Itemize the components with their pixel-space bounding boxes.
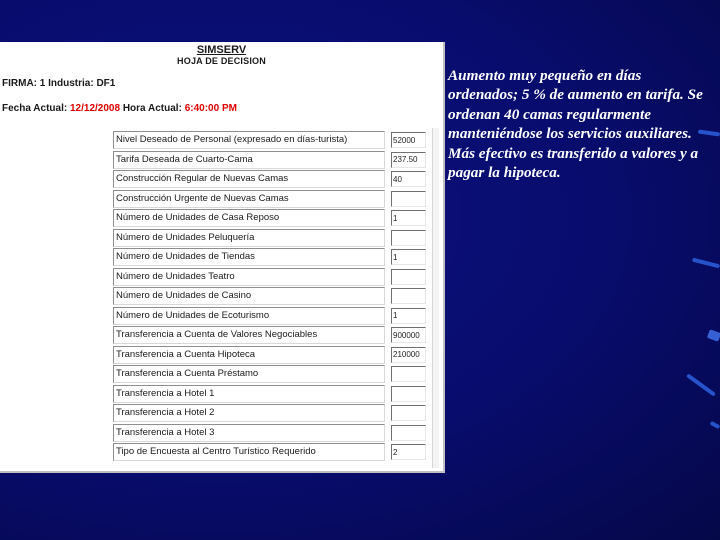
firm-industry-line: FIRMA: 1 Industria: DF1 (2, 78, 116, 89)
date-label: Fecha Actual: (2, 103, 68, 114)
decision-row (113, 326, 438, 346)
decision-row (113, 287, 438, 307)
decision-row-label: Número de Unidades Teatro (113, 268, 385, 286)
decision-row-input[interactable] (391, 152, 426, 168)
decision-row-label: Tipo de Encuesta al Centro Turístico Requerido (113, 443, 385, 461)
decision-row-label: Transferencia a Hotel 3 (113, 424, 385, 442)
date-value: 12/12/2008 (69, 103, 121, 114)
decision-row-input[interactable] (391, 171, 426, 187)
decision-row-input[interactable] (391, 366, 426, 382)
decision-row-label: Número de Unidades de Casa Reposo (113, 209, 385, 227)
decision-row-label: Transferencia a Cuenta de Valores Negociables (113, 326, 385, 344)
slide-description: Aumento muy pequeño en días ordenados; 5 % de aumento en tarifa. Se ordenan 40 camas regularmente manteniéndose los servicios auxiliares. Más efectivo es transferido a valores y a pagar la hipoteca. (448, 67, 703, 182)
decision-row-input[interactable] (391, 249, 426, 265)
decision-row (113, 229, 438, 249)
decision-row-label: Transferencia a Cuenta Préstamo (113, 365, 385, 383)
decision-row-input[interactable] (391, 269, 426, 285)
decision-row-label: Número de Unidades de Ecoturismo (113, 307, 385, 325)
decision-row-input[interactable] (391, 191, 426, 207)
decision-row-label: Transferencia a Cuenta Hipoteca (113, 346, 385, 364)
decision-row (113, 209, 438, 229)
decision-row (113, 365, 438, 385)
decision-row-input[interactable] (391, 210, 426, 226)
decision-row-input[interactable] (391, 444, 426, 460)
decision-row-input[interactable] (391, 132, 426, 148)
decision-row-label: Construcción Urgente de Nuevas Camas (113, 190, 385, 208)
decision-row-label: Tarifa Deseada de Cuarto-Cama (113, 151, 385, 169)
decision-row-label: Transferencia a Hotel 1 (113, 385, 385, 403)
decision-row-input[interactable] (391, 308, 426, 324)
decision-row-label: Transferencia a Hotel 2 (113, 404, 385, 422)
decision-row-label: Nivel Deseado de Personal (expresado en días-turista) (113, 131, 385, 149)
decision-row (113, 170, 438, 190)
decision-row (113, 443, 438, 463)
time-value: 6:40:00 PM (184, 103, 237, 114)
decision-sheet-panel (0, 42, 445, 473)
decision-row (113, 424, 438, 444)
decision-row-input[interactable] (391, 386, 426, 402)
decision-row-input[interactable] (391, 230, 426, 246)
decorative-streak (686, 373, 716, 396)
decorative-streak (692, 258, 720, 269)
decision-row-input[interactable] (391, 347, 426, 363)
sheet-title: HOJA DE DECISION (177, 56, 266, 66)
decision-row (113, 190, 438, 210)
scrollbar[interactable] (432, 128, 439, 468)
decision-row-label: Número de Unidades de Casino (113, 287, 385, 305)
decision-row (113, 248, 438, 268)
decision-row-label: Número de Unidades Peluquería (113, 229, 385, 247)
decision-row (113, 346, 438, 366)
decision-row (113, 131, 438, 151)
decision-row (113, 307, 438, 327)
decision-row-label: Construcción Regular de Nuevas Camas (113, 170, 385, 188)
decision-row-input[interactable] (391, 405, 426, 421)
decision-row (113, 404, 438, 424)
decision-row-input[interactable] (391, 327, 426, 343)
decision-row-input[interactable] (391, 288, 426, 304)
time-label: Hora Actual: (122, 103, 182, 114)
decorative-streak (710, 421, 720, 429)
decision-row-label: Número de Unidades de Tiendas (113, 248, 385, 266)
decision-row (113, 151, 438, 171)
decorative-streak (707, 329, 720, 342)
decision-row (113, 268, 438, 288)
date-time-line (2, 103, 237, 114)
decision-row (113, 385, 438, 405)
decision-row-input[interactable] (391, 425, 426, 441)
decision-fields (113, 131, 438, 463)
app-title: SIMSERV (196, 44, 247, 56)
